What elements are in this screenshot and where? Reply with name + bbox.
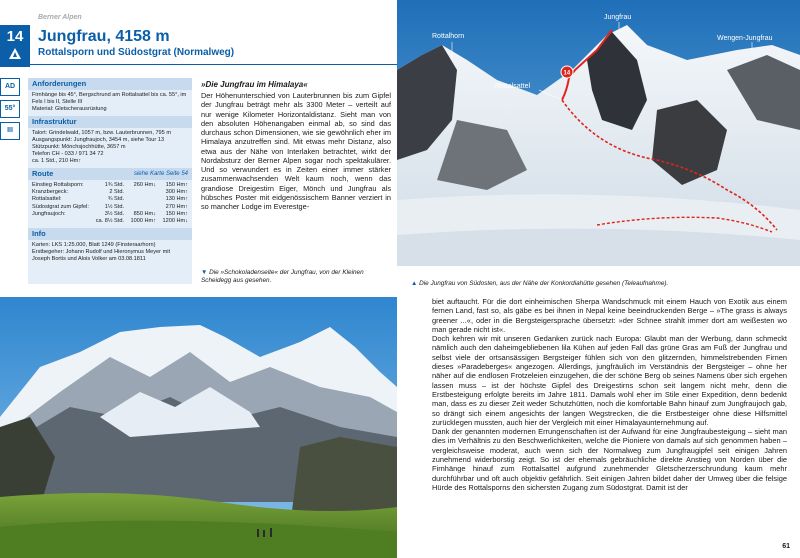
anforderungen-heading: Anforderungen (28, 78, 192, 90)
infrastruktur-heading: Infrastruktur (28, 116, 192, 128)
route-heading: Route (32, 169, 54, 178)
label-jungfrau: Jungfrau (604, 14, 632, 21)
route-total-row: ca. 8½ Std. 1000 Hm↑ 1200 Hm↓ (95, 218, 188, 225)
caption-down-arrow-icon: ▼ (201, 269, 208, 276)
route-row: Rottalsattel: ¾ Std. 130 Hm↑ (32, 196, 188, 203)
right-photo-caption (411, 280, 791, 287)
route-row: Kranzbergeck: 2 Std. 300 Hm↑ (32, 189, 188, 196)
route-row: Südostgrat zum Gipfel: 1½ Std. 270 Hm↑ (32, 203, 188, 210)
left-photo-caption (201, 269, 391, 285)
main-body-text (432, 297, 787, 549)
route-table (28, 180, 192, 228)
grade-rock: III (0, 122, 20, 140)
info-heading: Info (28, 228, 192, 240)
tour-subtitle: Rottalsporn und Südostgrat (Normalweg) (38, 47, 235, 58)
grade-alpine: AD (0, 78, 20, 96)
body-paragraph: biet auftaucht. Für die dort einheimischen Sherpa Wandschmuck mit einem Hauch von Exotik aus einem fernen Land, fast so, als gäbe es bei ihnen in Nepal keine beeindruckenden Berge – »The grass is always greener ...«, oder in die Bergsteigersprache übersetzt: »der Schnee strahlt immer dort am weißesten wo man gerade nicht ist«. (432, 297, 787, 334)
body-paragraph: Dank der genannten modernen Errungenschaften ist der Aufwand für eine Jungfraubesteigung – sieht man dies im Verhältnis zu den Beschwerlichkeiten, welche die Pioniere von damals auf sich genommen haben – vergleichsweise moderat, auch wenn sich der Normalweg zum Jungfraugipfel seit einigen Jahren zunehmend widerborstig zeigt. So ist der ehemals gebräuchliche direkte Anstieg von Norden über die Firnhänge hinauf zum Rottalsattel aufgrund zunehmender Gletscherzerschrundung kaum mehr durchführbar und oft auch objektiv gefährlich. Seit einigen Jahren bildet daher der Umweg über die felsige Hürde des Rottalsporns den sichersten Zugang zum Südostgrat. Damit ist der (432, 427, 787, 492)
difficulty-grades (0, 78, 22, 144)
route-row: Einstieg Rottalsporn: 1¾ Std. 260 Hm↓ 150 Hm↑ (32, 182, 188, 188)
grade-steepness: 55° (0, 100, 20, 118)
infrastruktur-text: Talort: Grindelwald, 1057 m, bzw. Lauterbrunnen, 795 m Ausgangspunkt: Jungfraujoch, 3454 m, siehe Tour 13 Stützpunkt: Mönchsjochhütte, 3657 m Telefon CH - 033 / 971 34 72 ca. 1 Std., 210 Hm↑ (32, 130, 171, 164)
essay-body: Der Höhenunterschied von Lauterbrunnen bis zum Gipfel der Jungfrau beträgt mehr als 3300 Meter – verteilt auf nur wenige Kilometer Horizontaldistanz. Sieht man von den absoluten Höhenangaben einmal ab, so sind das durchaus schon Dimensionen, wie sie gewöhnlich eher im Himalaya anzutreffen sind. Mit etwas mehr Distanz, also etwa aus der Nähe von Interlaken betrachtet, wirkt der Nordabsturz der Berner Alpen sogar noch spektakulärer. Und so verwundert es in Zeiten einer immer stärker zusammenwachsenden Welt kaum noch, wenn das grandiose Dreigestirn Eiger, Mönch und Jungfrau als hübsches Poster mit eidgenössischem Banner verziert in so mancher Lodge im Everestge- (201, 91, 391, 211)
tour-number-badge (0, 25, 30, 67)
label-wengen-jungfrau: Wengen-Jungfrau (717, 35, 773, 42)
right-caption-text: Die Jungfrau von Südosten, aus der Nähe der Konkordiahütte gesehen (Teleaufnahme). (419, 280, 669, 287)
route-map-reference: siehe Karte Seite 54 (133, 171, 188, 177)
essay-heading: »Die Jungfrau im Himalaya« (201, 80, 308, 89)
jungfrau-north-photo (0, 297, 397, 558)
route-number-label: 14 (563, 70, 571, 77)
route-row: Jungfraujoch: 3½ Std. 850 Hm↓ 150 Hm↑ (32, 210, 188, 217)
mountain-landscape-illustration (0, 297, 397, 558)
left-caption-text: Die »Schokoladenseite« der Jungfrau, von der Kleinen Scheidegg aus gesehen. (201, 269, 364, 285)
tour-title: Jungfrau, 4158 m (38, 28, 170, 45)
label-rottalsattel: Rottalsattel (495, 83, 531, 90)
mountain-icon (9, 48, 21, 59)
tour-number: 14 (6, 28, 24, 45)
title-divider (0, 64, 397, 65)
page-number: 61 (782, 543, 790, 550)
anforderungen-text: Firnhänge bis 45°, Bergschrund am Rottalsattel bis ca. 55°, im Fels I bis II, Stelle III Material: Gletscherausrüstung (32, 92, 187, 112)
jungfrau-southeast-photo (397, 0, 800, 266)
series-label: Berner Alpen (38, 14, 82, 21)
label-rottalhorn: Rottalhorn (432, 33, 465, 40)
route-heading-row (28, 168, 192, 180)
route-photo-illustration (397, 0, 800, 266)
tour-infobox (28, 78, 192, 284)
body-paragraph: Doch kehren wir mit unseren Gedanken zurück nach Europa: Glaubt man der Werbung, dann schmeckt nämlich auch den daheimgebliebenen lila Kühen auf jeden Fall das grüne Gras am Fuß der Jungfrau und selbst viele der ortsansässigen Bergsteiger fühlen sich von den glitzernden, himmelstrebenden Firnen dieses »Paradeberges« angezogen. Allerdings, jungfräulich im Verständnis der Bergsteiger – ohne her näher auf die endlosen Frotzeleien einzugehen, die der schöne Berg ob seines Namens über sich ergehen lassen muss – ist der höchste Gipfel des Dreigestirns schon seit langem nicht mehr, denn die Erstbesteigung erfolgte bereits im Jahre 1811. Damals wohl eher im Stile einer Expedition, denn bedenkt man, dass es zu dieser Zeit weder Schutzhütten, noch die komfortable Bahn hinauf zum Jungfraujoch gab, so drängt sich einem angesichts der langen Wegstrecken, die die Erstbesteiger ohne diese Hilfsmittel zurücklegen mussten, auch hier der Vergleich mit einer Himalayaunternehmung auf. (432, 334, 787, 427)
info-text: Karten: LKS 1:25.000, Blatt 1249 (Finsteraarhorn) Erstbegeher: Johann Rudolf und Hieronymus Meyer mit Joseph Bortis und Alois Volker am 03.08.1811 (32, 242, 171, 263)
left-page (0, 0, 397, 558)
caption-up-arrow-icon: ▲ (411, 280, 418, 287)
right-page (397, 0, 800, 558)
